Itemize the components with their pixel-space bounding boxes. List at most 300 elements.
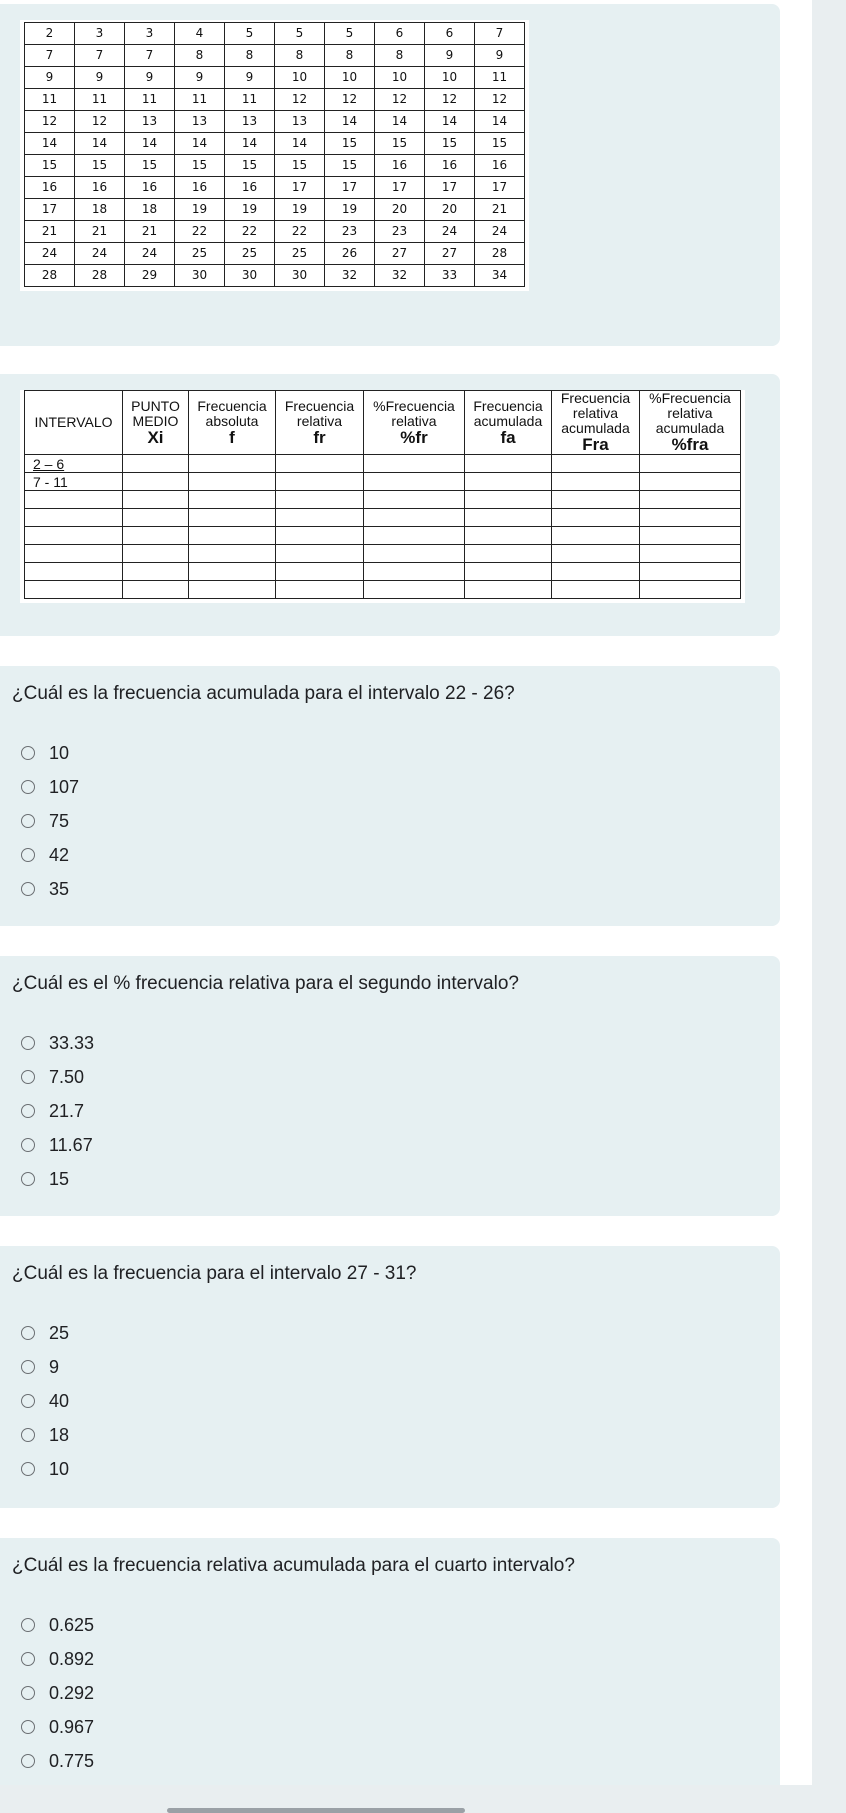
grid-cell: 21 (75, 221, 125, 243)
grid-cell: 12 (375, 89, 425, 111)
grid-cell: 11 (25, 89, 75, 111)
question-card-2 (0, 956, 780, 1216)
empty-cell (640, 509, 741, 527)
question-title: ¿Cuál es la frecuencia acumulada para el intervalo 22 - 26? (12, 683, 515, 704)
grid-cell: 16 (75, 177, 125, 199)
answer-option[interactable] (21, 1418, 69, 1452)
option-label: 15 (49, 1168, 70, 1189)
option-label: 0.775 (49, 1750, 95, 1771)
grid-cell: 10 (275, 67, 325, 89)
grid-cell: 14 (125, 133, 175, 155)
empty-cell (123, 545, 189, 563)
frequency-table (24, 390, 741, 599)
empty-cell (552, 581, 640, 599)
grid-cell: 16 (225, 177, 275, 199)
empty-cell (276, 545, 364, 563)
empty-cell (123, 455, 189, 473)
answer-option[interactable] (21, 1350, 69, 1384)
grid-cell: 16 (175, 177, 225, 199)
option-label: 18 (49, 1424, 70, 1445)
answer-option[interactable] (21, 1162, 94, 1196)
radio-button[interactable] (21, 1394, 35, 1408)
empty-cell (189, 509, 276, 527)
grid-cell: 15 (225, 155, 275, 177)
answer-option[interactable] (21, 1094, 94, 1128)
grid-cell: 23 (325, 221, 375, 243)
empty-cell (189, 455, 276, 473)
option-label: 0.892 (49, 1648, 95, 1669)
grid-cell: 6 (425, 23, 475, 45)
empty-cell (123, 581, 189, 599)
option-label: 33.33 (49, 1032, 95, 1053)
header-line: relativa (667, 405, 713, 421)
empty-cell (640, 455, 741, 473)
grid-cell: 12 (75, 111, 125, 133)
answer-options (21, 1316, 69, 1486)
grid-cell: 6 (375, 23, 425, 45)
option-label: 21.7 (49, 1100, 85, 1121)
question-card-4 (0, 1538, 780, 1785)
empty-cell (640, 563, 741, 581)
option-label: 0.625 (49, 1614, 95, 1635)
grid-cell: 5 (275, 23, 325, 45)
grid-cell: 12 (475, 89, 525, 111)
answer-options (21, 736, 79, 906)
grid-cell: 5 (225, 23, 275, 45)
answer-option[interactable] (21, 838, 79, 872)
grid-cell: 2 (25, 23, 75, 45)
grid-cell: 20 (425, 199, 475, 221)
grid-cell: 13 (175, 111, 225, 133)
grid-cell: 10 (425, 67, 475, 89)
column-header (123, 391, 189, 455)
empty-cell (189, 473, 276, 491)
scroll-handle[interactable] (167, 1808, 465, 1813)
grid-cell: 30 (225, 265, 275, 287)
empty-cell (364, 473, 465, 491)
interval-cell (25, 545, 123, 563)
column-header (364, 391, 465, 455)
grid-cell: 33 (425, 265, 475, 287)
header-line: relativa (296, 412, 343, 429)
grid-cell: 14 (25, 133, 75, 155)
grid-row (25, 45, 525, 67)
empty-cell (552, 563, 640, 581)
grid-cell: 15 (125, 155, 175, 177)
grid-row (25, 111, 525, 133)
answer-option[interactable] (21, 872, 79, 906)
grid-cell: 8 (225, 45, 275, 67)
grid-cell: 16 (475, 155, 525, 177)
grid-row (25, 265, 525, 287)
interval-cell (25, 581, 123, 599)
column-header (552, 391, 640, 455)
header-line: relativa (391, 412, 437, 429)
header-line: Frecuencia (473, 397, 543, 414)
option-label: 10 (49, 742, 70, 763)
grid-cell: 28 (75, 265, 125, 287)
grid-cell: 9 (225, 67, 275, 89)
question-card-1 (0, 666, 780, 926)
empty-cell (640, 545, 741, 563)
radio-button[interactable] (21, 1138, 35, 1152)
grid-cell: 29 (125, 265, 175, 287)
answer-option[interactable] (21, 1608, 94, 1642)
header-symbol: fa (500, 427, 516, 447)
grid-cell: 10 (375, 67, 425, 89)
grid-cell: 3 (75, 23, 125, 45)
grid-row (25, 133, 525, 155)
grid-cell: 7 (475, 23, 525, 45)
header-line: Frecuencia (560, 390, 631, 406)
option-label: 42 (49, 844, 70, 865)
grid-cell: 9 (425, 45, 475, 67)
grid-cell: 14 (275, 133, 325, 155)
answer-option[interactable] (21, 1384, 69, 1418)
answer-option[interactable] (21, 1642, 94, 1676)
grid-cell: 24 (75, 243, 125, 265)
empty-cell (189, 545, 276, 563)
grid-cell: 10 (325, 67, 375, 89)
grid-cell: 15 (375, 133, 425, 155)
empty-cell (276, 491, 364, 509)
radio-button[interactable] (21, 1686, 35, 1700)
grid-cell: 7 (25, 45, 75, 67)
answer-option[interactable] (21, 1026, 94, 1060)
table-row (25, 473, 741, 491)
grid-cell: 17 (25, 199, 75, 221)
grid-cell: 7 (125, 45, 175, 67)
radio-button[interactable] (21, 1462, 35, 1476)
grid-cell: 24 (25, 243, 75, 265)
grid-cell: 18 (125, 199, 175, 221)
grid-cell: 17 (475, 177, 525, 199)
grid-cell: 12 (275, 89, 325, 111)
grid-cell: 9 (475, 45, 525, 67)
radio-button[interactable] (21, 814, 35, 828)
grid-cell: 4 (175, 23, 225, 45)
answer-option[interactable] (21, 770, 79, 804)
grid-row (25, 89, 525, 111)
grid-cell: 12 (425, 89, 475, 111)
interval-cell: 2 – 6 (25, 455, 123, 473)
grid-cell: 25 (275, 243, 325, 265)
option-label: 40 (49, 1390, 70, 1411)
question-title: ¿Cuál es la frecuencia para el intervalo 27 - 31? (12, 1263, 417, 1284)
grid-cell: 11 (75, 89, 125, 111)
header-line: PUNTO (131, 397, 180, 414)
empty-cell (640, 581, 741, 599)
column-header (640, 391, 741, 455)
grid-cell: 17 (425, 177, 475, 199)
grid-cell: 15 (475, 133, 525, 155)
column-header (25, 391, 123, 455)
option-label: 0.967 (49, 1716, 95, 1737)
empty-cell (552, 509, 640, 527)
header-symbol: Xi (147, 427, 164, 447)
grid-cell: 22 (175, 221, 225, 243)
empty-cell (465, 455, 552, 473)
empty-cell (276, 455, 364, 473)
radio-button[interactable] (21, 1652, 35, 1666)
answer-option[interactable] (21, 1316, 69, 1350)
grid-cell: 19 (175, 199, 225, 221)
empty-cell (123, 473, 189, 491)
header-symbol: Fra (582, 435, 609, 454)
header-line: acumulada (561, 420, 630, 436)
option-label: 0.292 (49, 1682, 95, 1703)
empty-cell (123, 563, 189, 581)
grid-cell: 8 (275, 45, 325, 67)
grid-cell: 12 (325, 89, 375, 111)
answer-options (21, 1608, 94, 1778)
grid-row (25, 177, 525, 199)
question-card-3 (0, 1246, 780, 1508)
data-grid-table (24, 22, 525, 287)
grid-cell: 22 (225, 221, 275, 243)
frequency-table-body (25, 455, 741, 599)
answer-option[interactable] (21, 1452, 69, 1486)
radio-button[interactable] (21, 1360, 35, 1374)
radio-button[interactable] (21, 882, 35, 896)
empty-cell (276, 527, 364, 545)
grid-cell: 21 (475, 199, 525, 221)
grid-cell: 9 (25, 67, 75, 89)
grid-cell: 26 (325, 243, 375, 265)
column-header (276, 391, 364, 455)
answer-option[interactable] (21, 1710, 94, 1744)
grid-cell: 32 (325, 265, 375, 287)
grid-cell: 15 (75, 155, 125, 177)
question-title: ¿Cuál es el % frecuencia relativa para el segundo intervalo? (12, 973, 519, 994)
grid-cell: 16 (375, 155, 425, 177)
interval-cell: 7 - 11 (25, 473, 123, 491)
grid-cell: 23 (375, 221, 425, 243)
empty-cell (364, 455, 465, 473)
header-line: INTERVALO (34, 414, 113, 430)
radio-button[interactable] (21, 848, 35, 862)
grid-cell: 28 (25, 265, 75, 287)
empty-cell (189, 563, 276, 581)
interval-cell (25, 563, 123, 581)
grid-cell: 30 (175, 265, 225, 287)
empty-cell (123, 527, 189, 545)
grid-cell: 25 (175, 243, 225, 265)
option-label: 75 (49, 810, 70, 831)
option-label: 107 (49, 776, 80, 797)
empty-cell (276, 581, 364, 599)
option-label: 10 (49, 1458, 70, 1479)
grid-cell: 18 (75, 199, 125, 221)
grid-cell: 24 (425, 221, 475, 243)
radio-button[interactable] (21, 1720, 35, 1734)
option-label: 25 (49, 1322, 70, 1343)
grid-cell: 19 (325, 199, 375, 221)
table-row (25, 581, 741, 599)
option-label: 7.50 (49, 1066, 85, 1087)
radio-button[interactable] (21, 1070, 35, 1084)
empty-cell (640, 527, 741, 545)
header-line: %Frecuencia (373, 397, 455, 414)
grid-row (25, 67, 525, 89)
grid-cell: 12 (25, 111, 75, 133)
empty-cell (552, 455, 640, 473)
empty-cell (364, 491, 465, 509)
empty-cell (364, 527, 465, 545)
grid-cell: 16 (425, 155, 475, 177)
header-symbol: fr (313, 427, 326, 447)
radio-button[interactable] (21, 1036, 35, 1050)
grid-cell: 15 (325, 133, 375, 155)
grid-cell: 11 (475, 67, 525, 89)
grid-cell: 11 (225, 89, 275, 111)
header-symbol: %fr (400, 427, 428, 447)
grid-cell: 14 (325, 111, 375, 133)
empty-cell (465, 563, 552, 581)
empty-cell (364, 545, 465, 563)
answer-option[interactable] (21, 1060, 94, 1094)
empty-cell (465, 545, 552, 563)
empty-cell (123, 491, 189, 509)
empty-cell (364, 563, 465, 581)
grid-cell: 30 (275, 265, 325, 287)
grid-cell: 27 (425, 243, 475, 265)
data-grid-card (0, 4, 780, 346)
empty-cell (465, 509, 552, 527)
header-line: absoluta (205, 412, 259, 429)
option-label: 35 (49, 878, 70, 899)
grid-cell: 15 (175, 155, 225, 177)
answer-option[interactable] (21, 1744, 94, 1778)
empty-cell (364, 509, 465, 527)
empty-cell (465, 491, 552, 509)
grid-cell: 8 (375, 45, 425, 67)
table-row (25, 509, 741, 527)
data-grid-image (20, 20, 529, 291)
grid-cell: 19 (275, 199, 325, 221)
answer-option[interactable] (21, 1676, 94, 1710)
column-header (189, 391, 276, 455)
grid-cell: 21 (125, 221, 175, 243)
empty-cell (465, 581, 552, 599)
grid-cell: 15 (425, 133, 475, 155)
grid-cell: 9 (125, 67, 175, 89)
table-row (25, 491, 741, 509)
grid-cell: 27 (375, 243, 425, 265)
answer-option[interactable] (21, 736, 79, 770)
radio-button[interactable] (21, 1326, 35, 1340)
grid-cell: 11 (125, 89, 175, 111)
grid-cell: 8 (175, 45, 225, 67)
empty-cell (465, 527, 552, 545)
radio-button[interactable] (21, 1172, 35, 1186)
grid-cell: 20 (375, 199, 425, 221)
empty-cell (640, 473, 741, 491)
grid-cell: 14 (475, 111, 525, 133)
frequency-table-header (25, 391, 741, 455)
grid-cell: 14 (425, 111, 475, 133)
answer-option[interactable] (21, 1128, 94, 1162)
question-title: ¿Cuál es la frecuencia relativa acumulada para el cuarto intervalo? (12, 1555, 575, 1576)
grid-cell: 15 (325, 155, 375, 177)
grid-cell: 24 (125, 243, 175, 265)
empty-cell (189, 581, 276, 599)
radio-button[interactable] (21, 780, 35, 794)
table-row (25, 545, 741, 563)
grid-cell: 17 (325, 177, 375, 199)
grid-row (25, 221, 525, 243)
empty-cell (552, 491, 640, 509)
radio-button[interactable] (21, 1104, 35, 1118)
option-label: 11.67 (49, 1134, 93, 1155)
grid-row (25, 199, 525, 221)
empty-cell (640, 491, 741, 509)
grid-cell: 34 (475, 265, 525, 287)
grid-row (25, 23, 525, 45)
grid-cell: 17 (375, 177, 425, 199)
answer-option[interactable] (21, 804, 79, 838)
grid-cell: 13 (275, 111, 325, 133)
empty-cell (276, 563, 364, 581)
header-line: Frecuencia (284, 397, 355, 414)
header-line: acumulada (473, 412, 543, 429)
grid-cell: 14 (375, 111, 425, 133)
grid-cell: 28 (475, 243, 525, 265)
grid-cell: 22 (275, 221, 325, 243)
radio-button[interactable] (21, 1618, 35, 1632)
grid-row (25, 155, 525, 177)
grid-cell: 9 (75, 67, 125, 89)
interval-cell (25, 491, 123, 509)
table-row (25, 527, 741, 545)
radio-button[interactable] (21, 746, 35, 760)
table-row (25, 563, 741, 581)
header-symbol: %fra (671, 435, 709, 454)
grid-cell: 7 (75, 45, 125, 67)
header-line: %Frecuencia (649, 390, 731, 406)
grid-cell: 14 (225, 133, 275, 155)
grid-cell: 11 (175, 89, 225, 111)
interval-cell (25, 527, 123, 545)
grid-cell: 25 (225, 243, 275, 265)
grid-cell: 16 (125, 177, 175, 199)
column-header (465, 391, 552, 455)
header-line: relativa (572, 405, 619, 421)
grid-cell: 21 (25, 221, 75, 243)
empty-cell (552, 473, 640, 491)
grid-cell: 15 (275, 155, 325, 177)
grid-cell: 17 (275, 177, 325, 199)
empty-cell (552, 527, 640, 545)
grid-cell: 32 (375, 265, 425, 287)
empty-cell (276, 509, 364, 527)
grid-cell: 13 (125, 111, 175, 133)
empty-cell (189, 527, 276, 545)
grid-cell: 9 (175, 67, 225, 89)
grid-cell: 3 (125, 23, 175, 45)
grid-cell: 13 (225, 111, 275, 133)
radio-button[interactable] (21, 1754, 35, 1768)
grid-cell: 16 (25, 177, 75, 199)
empty-cell (276, 473, 364, 491)
header-line: Frecuencia (197, 397, 267, 414)
frequency-table-card (0, 374, 780, 636)
answer-options (21, 1026, 94, 1196)
table-row (25, 455, 741, 473)
radio-button[interactable] (21, 1428, 35, 1442)
grid-cell: 5 (325, 23, 375, 45)
grid-cell: 14 (75, 133, 125, 155)
